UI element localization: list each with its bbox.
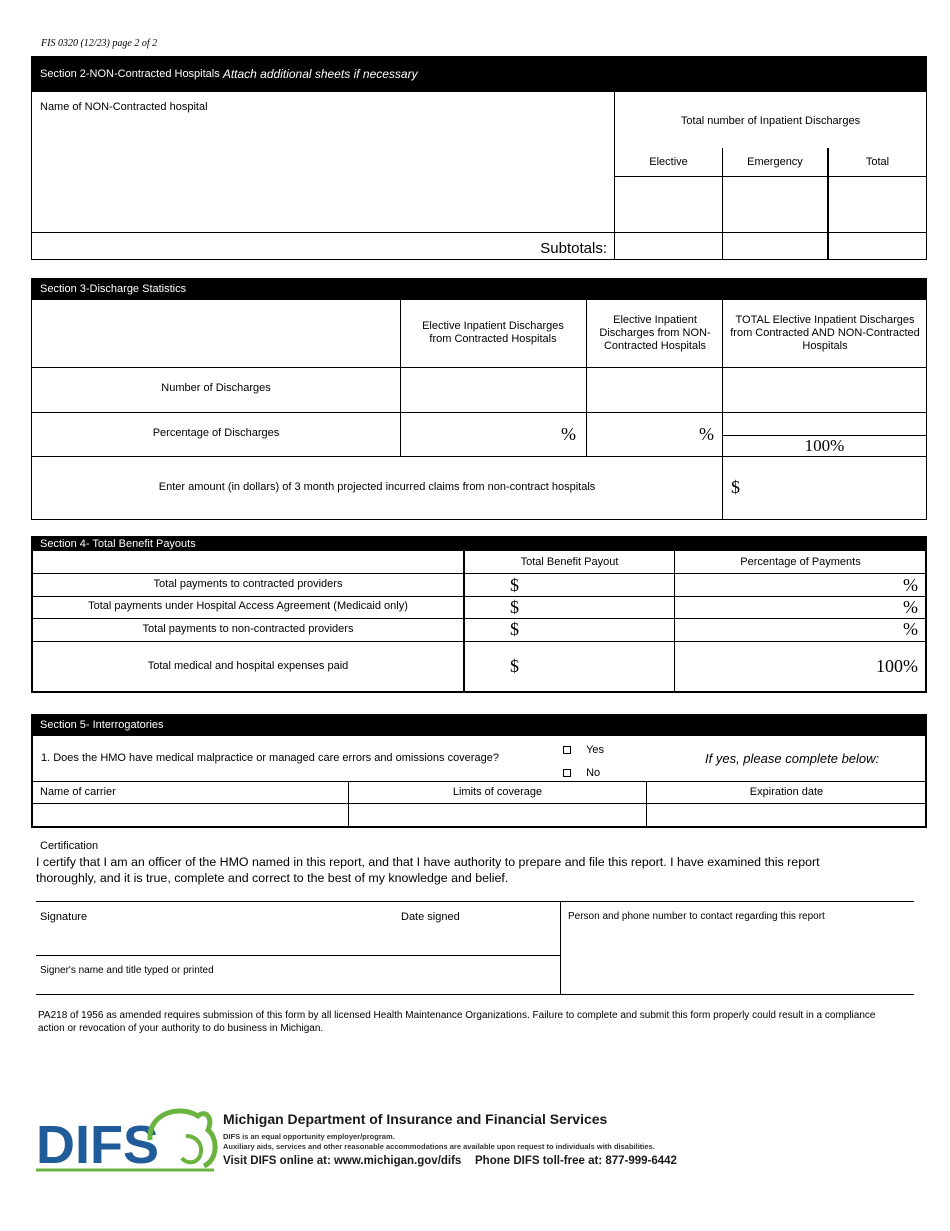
if-yes-note: If yes, please complete below: bbox=[705, 751, 880, 766]
legal-notice-line2: action or revocation of your authority to do business in Michigan. bbox=[38, 1023, 324, 1034]
signature-field[interactable] bbox=[40, 926, 390, 953]
form-id: FIS 0320 (12/23) page 2 of 2 bbox=[41, 38, 158, 49]
signer-label: Signer's name and title typed or printed bbox=[40, 965, 214, 976]
dollar-symbol: $ bbox=[731, 477, 740, 497]
legal-notice-line1: PA218 of 1956 as amended requires submission of this form by all licensed Health Maintenance Organizations. Failure to complete and submit this form properly could result in a compliance bbox=[38, 1010, 876, 1021]
number-contracted-field[interactable] bbox=[401, 368, 586, 412]
payout-currency: $ bbox=[510, 619, 519, 639]
certification-title: Certification bbox=[40, 840, 99, 852]
payout-currency: $ bbox=[510, 597, 519, 617]
logo-text: DIFS bbox=[36, 1115, 160, 1175]
payout-currency: $ bbox=[510, 575, 519, 595]
claims-amount-field[interactable] bbox=[745, 458, 926, 519]
subtotal-elective-field[interactable] bbox=[615, 233, 722, 259]
subtotal-total-field[interactable] bbox=[829, 233, 926, 259]
limits-field[interactable] bbox=[349, 805, 645, 825]
section5-header bbox=[31, 714, 927, 736]
payout-field[interactable] bbox=[525, 575, 673, 595]
col-emergency: Emergency bbox=[747, 156, 803, 168]
subtotals-label: Subtotals: bbox=[540, 240, 607, 257]
total-field[interactable] bbox=[829, 177, 926, 232]
payout-row-label: Total payments under Hospital Access Agreement (Medicaid only) bbox=[88, 600, 408, 612]
payout-percent: % bbox=[903, 597, 918, 617]
total-percent-value: 100% bbox=[804, 436, 845, 455]
section3-title: Section 3-Discharge Statistics bbox=[40, 283, 187, 295]
number-noncontracted-field[interactable] bbox=[587, 368, 722, 412]
s3-col2: Elective Inpatient Discharges from NON-Contracted Hospitals bbox=[599, 314, 711, 352]
no-label: No bbox=[586, 767, 601, 779]
no-checkbox[interactable] bbox=[563, 769, 571, 777]
date-signed-field[interactable] bbox=[400, 926, 558, 953]
section2-header bbox=[31, 56, 927, 92]
difs-logo-graphic bbox=[36, 1100, 221, 1175]
question1: 1. Does the HMO have medical malpractice or managed care errors and omissions coverage? bbox=[41, 752, 499, 764]
number-total-field[interactable] bbox=[723, 368, 926, 412]
carrier-field[interactable] bbox=[34, 805, 347, 825]
yes-checkbox[interactable] bbox=[563, 746, 571, 754]
percent-symbol: % bbox=[561, 424, 576, 444]
carrier-label: Name of carrier bbox=[40, 786, 116, 798]
section4-header bbox=[31, 536, 927, 551]
payout-field[interactable] bbox=[525, 643, 673, 691]
section3-header bbox=[31, 278, 927, 300]
s3-col1: Elective Inpatient Discharges from Contracted Hospitals bbox=[422, 320, 564, 345]
yes-option[interactable] bbox=[563, 744, 604, 756]
phone-text: Phone DIFS toll-free at: 877-999-6442 bbox=[475, 1155, 677, 1167]
no-option[interactable] bbox=[563, 767, 600, 779]
section4-title: Section 4- Total Benefit Payouts bbox=[40, 537, 196, 550]
signer-field[interactable] bbox=[40, 978, 558, 993]
subtotal-emergency-field[interactable] bbox=[723, 233, 827, 259]
emergency-field[interactable] bbox=[723, 177, 827, 232]
row-number-discharges: Number of Discharges bbox=[161, 382, 271, 394]
payout-field[interactable] bbox=[525, 597, 673, 617]
section2-title-note: Attach additional sheets if necessary bbox=[222, 67, 418, 81]
percent-symbol: % bbox=[699, 424, 714, 444]
payout-row-label: Total payments to non-contracted providers bbox=[142, 623, 354, 635]
s3-col3: TOTAL Elective Inpatient Discharges from Contracted AND NON-Contracted Hospitals bbox=[730, 314, 920, 352]
contact-field[interactable] bbox=[568, 926, 908, 992]
col-elective: Elective bbox=[649, 156, 688, 168]
expiration-label: Expiration date bbox=[749, 786, 824, 798]
s4-col-payout: Total Benefit Payout bbox=[520, 556, 619, 568]
certification-line2: thoroughly, and it is true, complete and correct to the best of my knowledge and belief. bbox=[36, 871, 509, 885]
payout-row-label: Total medical and hospital expenses paid bbox=[147, 660, 349, 672]
discharges-label: Total number of Inpatient Discharges bbox=[680, 115, 861, 127]
contact-label: Person and phone number to contact regarding this report bbox=[568, 911, 825, 922]
department-name: Michigan Department of Insurance and Financial Services bbox=[223, 1111, 608, 1127]
claims-label: Enter amount (in dollars) of 3 month projected incurred claims from non-contract hospitals bbox=[158, 481, 596, 493]
payout-row-label: Total payments to contracted providers bbox=[153, 578, 343, 590]
hospital-name-label: Name of NON-Contracted hospital bbox=[40, 101, 208, 113]
payout-currency: $ bbox=[510, 656, 519, 676]
section5-title: Section 5- Interrogatories bbox=[40, 719, 164, 731]
eoe-text: DIFS is an equal opportunity employer/program. bbox=[223, 1132, 395, 1141]
row-percentage-discharges: Percentage of Discharges bbox=[152, 427, 280, 439]
payout-field[interactable] bbox=[525, 619, 673, 640]
limits-label: Limits of coverage bbox=[452, 786, 543, 798]
payout-percent: % bbox=[903, 619, 918, 639]
difs-logo bbox=[36, 1100, 221, 1175]
section2-title: Section 2-NON-Contracted Hospitals bbox=[40, 68, 220, 80]
hospital-name-field[interactable] bbox=[32, 115, 613, 231]
payout-percent: % bbox=[903, 575, 918, 595]
percent-contracted-field[interactable] bbox=[401, 413, 586, 456]
certification-line1: I certify that I am an officer of the HMO named in this report, and that I have authority to prepare and file this report. I have examined this report bbox=[36, 855, 820, 869]
visit-text[interactable]: Visit DIFS online at: www.michigan.gov/difs bbox=[223, 1155, 462, 1167]
expiration-field[interactable] bbox=[647, 805, 925, 825]
signature-label: Signature bbox=[40, 911, 88, 923]
date-signed-label: Date signed bbox=[401, 911, 460, 923]
yes-label: Yes bbox=[586, 744, 605, 756]
elective-field[interactable] bbox=[615, 177, 722, 232]
col-total: Total bbox=[865, 156, 890, 168]
aids-text: Auxiliary aids, services and other reasonable accommodations are available upon request to individuals with disabilities. bbox=[223, 1142, 655, 1151]
s4-col-percentage: Percentage of Payments bbox=[740, 556, 861, 568]
payout-percent: 100% bbox=[876, 656, 918, 676]
